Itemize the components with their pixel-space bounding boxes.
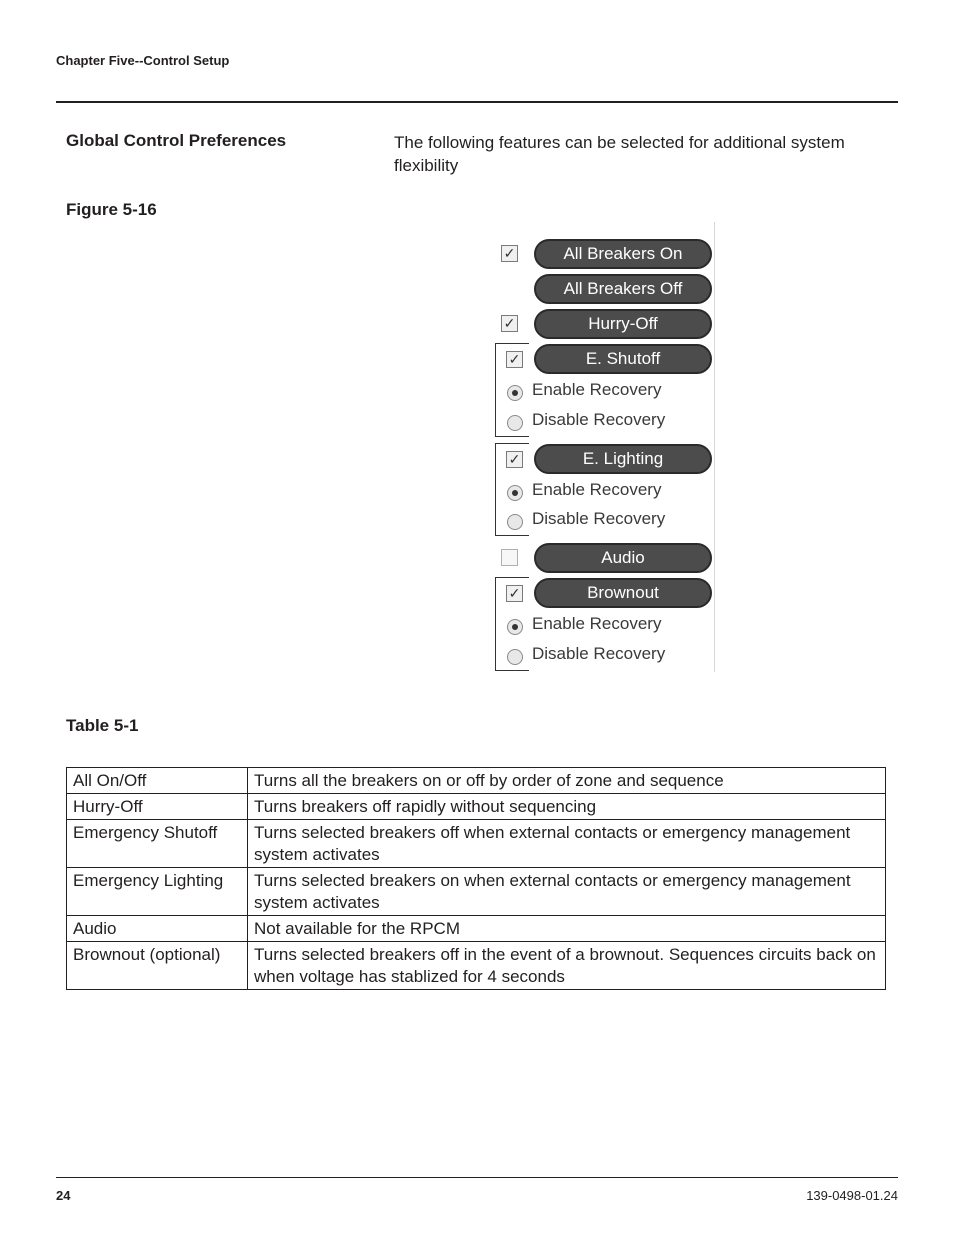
table-row (67, 942, 886, 990)
feature-description-cell: Turns selected breakers off when external contacts or emergency management system activates (248, 820, 886, 868)
table-row (67, 916, 886, 942)
feature-description-cell: Turns breakers off rapidly without sequencing (248, 794, 886, 820)
audio-button[interactable]: Audio (534, 543, 712, 573)
brownout-enable-recovery-label: Enable Recovery (532, 614, 662, 633)
feature-name-cell: Brownout (optional) (67, 942, 248, 990)
hurry-off-checkbox[interactable]: ✓ (501, 315, 518, 332)
hurry-off-button[interactable]: Hurry-Off (534, 309, 712, 339)
chapter-header: Chapter Five--Control Setup (56, 53, 230, 68)
e-shutoff-enable-recovery-radio[interactable] (507, 385, 523, 401)
brownout-disable-recovery-label: Disable Recovery (532, 644, 666, 663)
table-row (67, 794, 886, 820)
document-number: 139-0498-01.24 (806, 1188, 898, 1203)
feature-description-cell: Not available for the RPCM (248, 916, 886, 942)
e-shutoff-button[interactable]: E. Shutoff (534, 344, 712, 374)
feature-name-cell: Emergency Lighting (67, 868, 248, 916)
brownout-checkbox[interactable]: ✓ (506, 585, 523, 602)
table-row (67, 820, 886, 868)
e-lighting-disable-recovery-label: Disable Recovery (532, 509, 666, 528)
audio-checkbox[interactable] (501, 549, 518, 566)
feature-name-cell: Hurry-Off (67, 794, 248, 820)
e-lighting-enable-recovery-label: Enable Recovery (532, 480, 662, 499)
table-label: Table 5-1 (66, 716, 139, 735)
feature-description-cell: Turns selected breakers on when external contacts or emergency management system activates (248, 868, 886, 916)
all-breakers-off-button[interactable]: All Breakers Off (534, 274, 712, 304)
footer-rule (56, 1177, 898, 1178)
e-lighting-button[interactable]: E. Lighting (534, 444, 712, 474)
e-lighting-disable-recovery-radio[interactable] (507, 514, 523, 530)
figure-divider (714, 222, 715, 672)
feature-description-cell: Turns selected breakers off in the event of a brownout. Sequences circuits back on when voltage has stablized for 4 seconds (248, 942, 886, 990)
e-shutoff-checkbox[interactable]: ✓ (506, 351, 523, 368)
e-lighting-enable-recovery-radio[interactable] (507, 485, 523, 501)
brownout-enable-recovery-radio[interactable] (507, 619, 523, 635)
section-title: Global Control Preferences (66, 131, 287, 150)
e-shutoff-enable-recovery-label: Enable Recovery (532, 380, 662, 399)
all-breakers-on-checkbox[interactable]: ✓ (501, 245, 518, 262)
feature-name-cell: Audio (67, 916, 248, 942)
feature-name-cell: All On/Off (67, 768, 248, 794)
brownout-button[interactable]: Brownout (534, 578, 712, 608)
page-number: 24 (56, 1188, 71, 1203)
brownout-disable-recovery-radio[interactable] (507, 649, 523, 665)
table-row (67, 868, 886, 916)
feature-description-cell: Turns all the breakers on or off by order of zone and sequence (248, 768, 886, 794)
e-lighting-checkbox[interactable]: ✓ (506, 451, 523, 468)
all-breakers-on-button[interactable]: All Breakers On (534, 239, 712, 269)
feature-table (66, 767, 886, 990)
control-preferences-figure (490, 222, 718, 684)
e-shutoff-disable-recovery-radio[interactable] (507, 415, 523, 431)
figure-label: Figure 5-16 (66, 200, 157, 219)
table-row (67, 768, 886, 794)
section-intro: The following features can be selected for additional system flexibility (394, 133, 845, 175)
header-rule (56, 101, 898, 103)
e-shutoff-disable-recovery-label: Disable Recovery (532, 410, 666, 429)
feature-name-cell: Emergency Shutoff (67, 820, 248, 868)
